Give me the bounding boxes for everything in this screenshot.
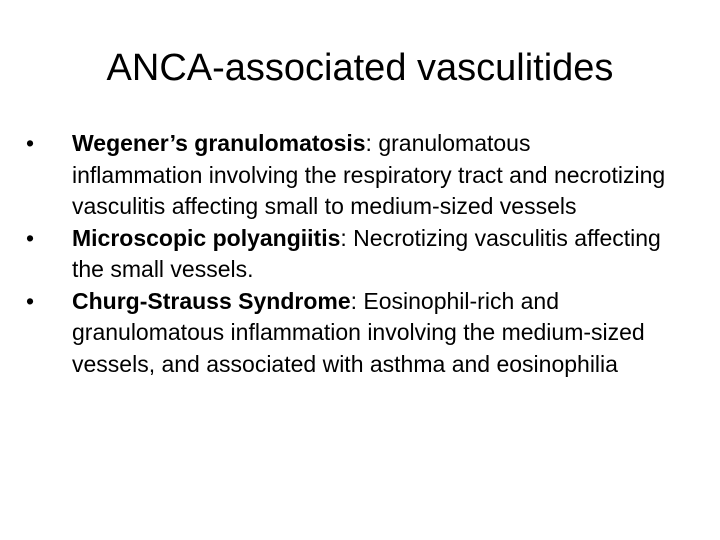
bullet-list: [26, 128, 666, 380]
bullet-item: [26, 286, 666, 381]
bullet-text: granulomatous inflammation involving the respiratory tract and necrotizing vasculitis affecting small to medium-sized vessels: [72, 130, 666, 219]
slide-title: ANCA-associated vasculitides: [106, 47, 614, 89]
bullet-text: Necrotizing vasculitis affecting the small vessels.: [72, 224, 661, 282]
bullet-separator: :: [350, 287, 357, 314]
bullet-term: Churg-Strauss Syndrome: [72, 287, 351, 314]
bullet-term: Wegener’s granulomatosis: [72, 130, 366, 156]
bullet-item: [26, 128, 666, 223]
bullet-marker: •: [26, 130, 35, 156]
bullet-separator: :: [365, 130, 372, 156]
bullet-marker: •: [26, 287, 35, 314]
bullet-term: Microscopic polyangiitis: [72, 224, 341, 251]
bullet-text: Eosinophil-rich and granulomatous inflammation involving the medium-sized vessels, and associated with asthma and eosinophilia: [72, 287, 645, 377]
bullet-marker: •: [26, 224, 35, 251]
bullet-item: [26, 223, 666, 286]
bullet-separator: :: [340, 224, 347, 251]
